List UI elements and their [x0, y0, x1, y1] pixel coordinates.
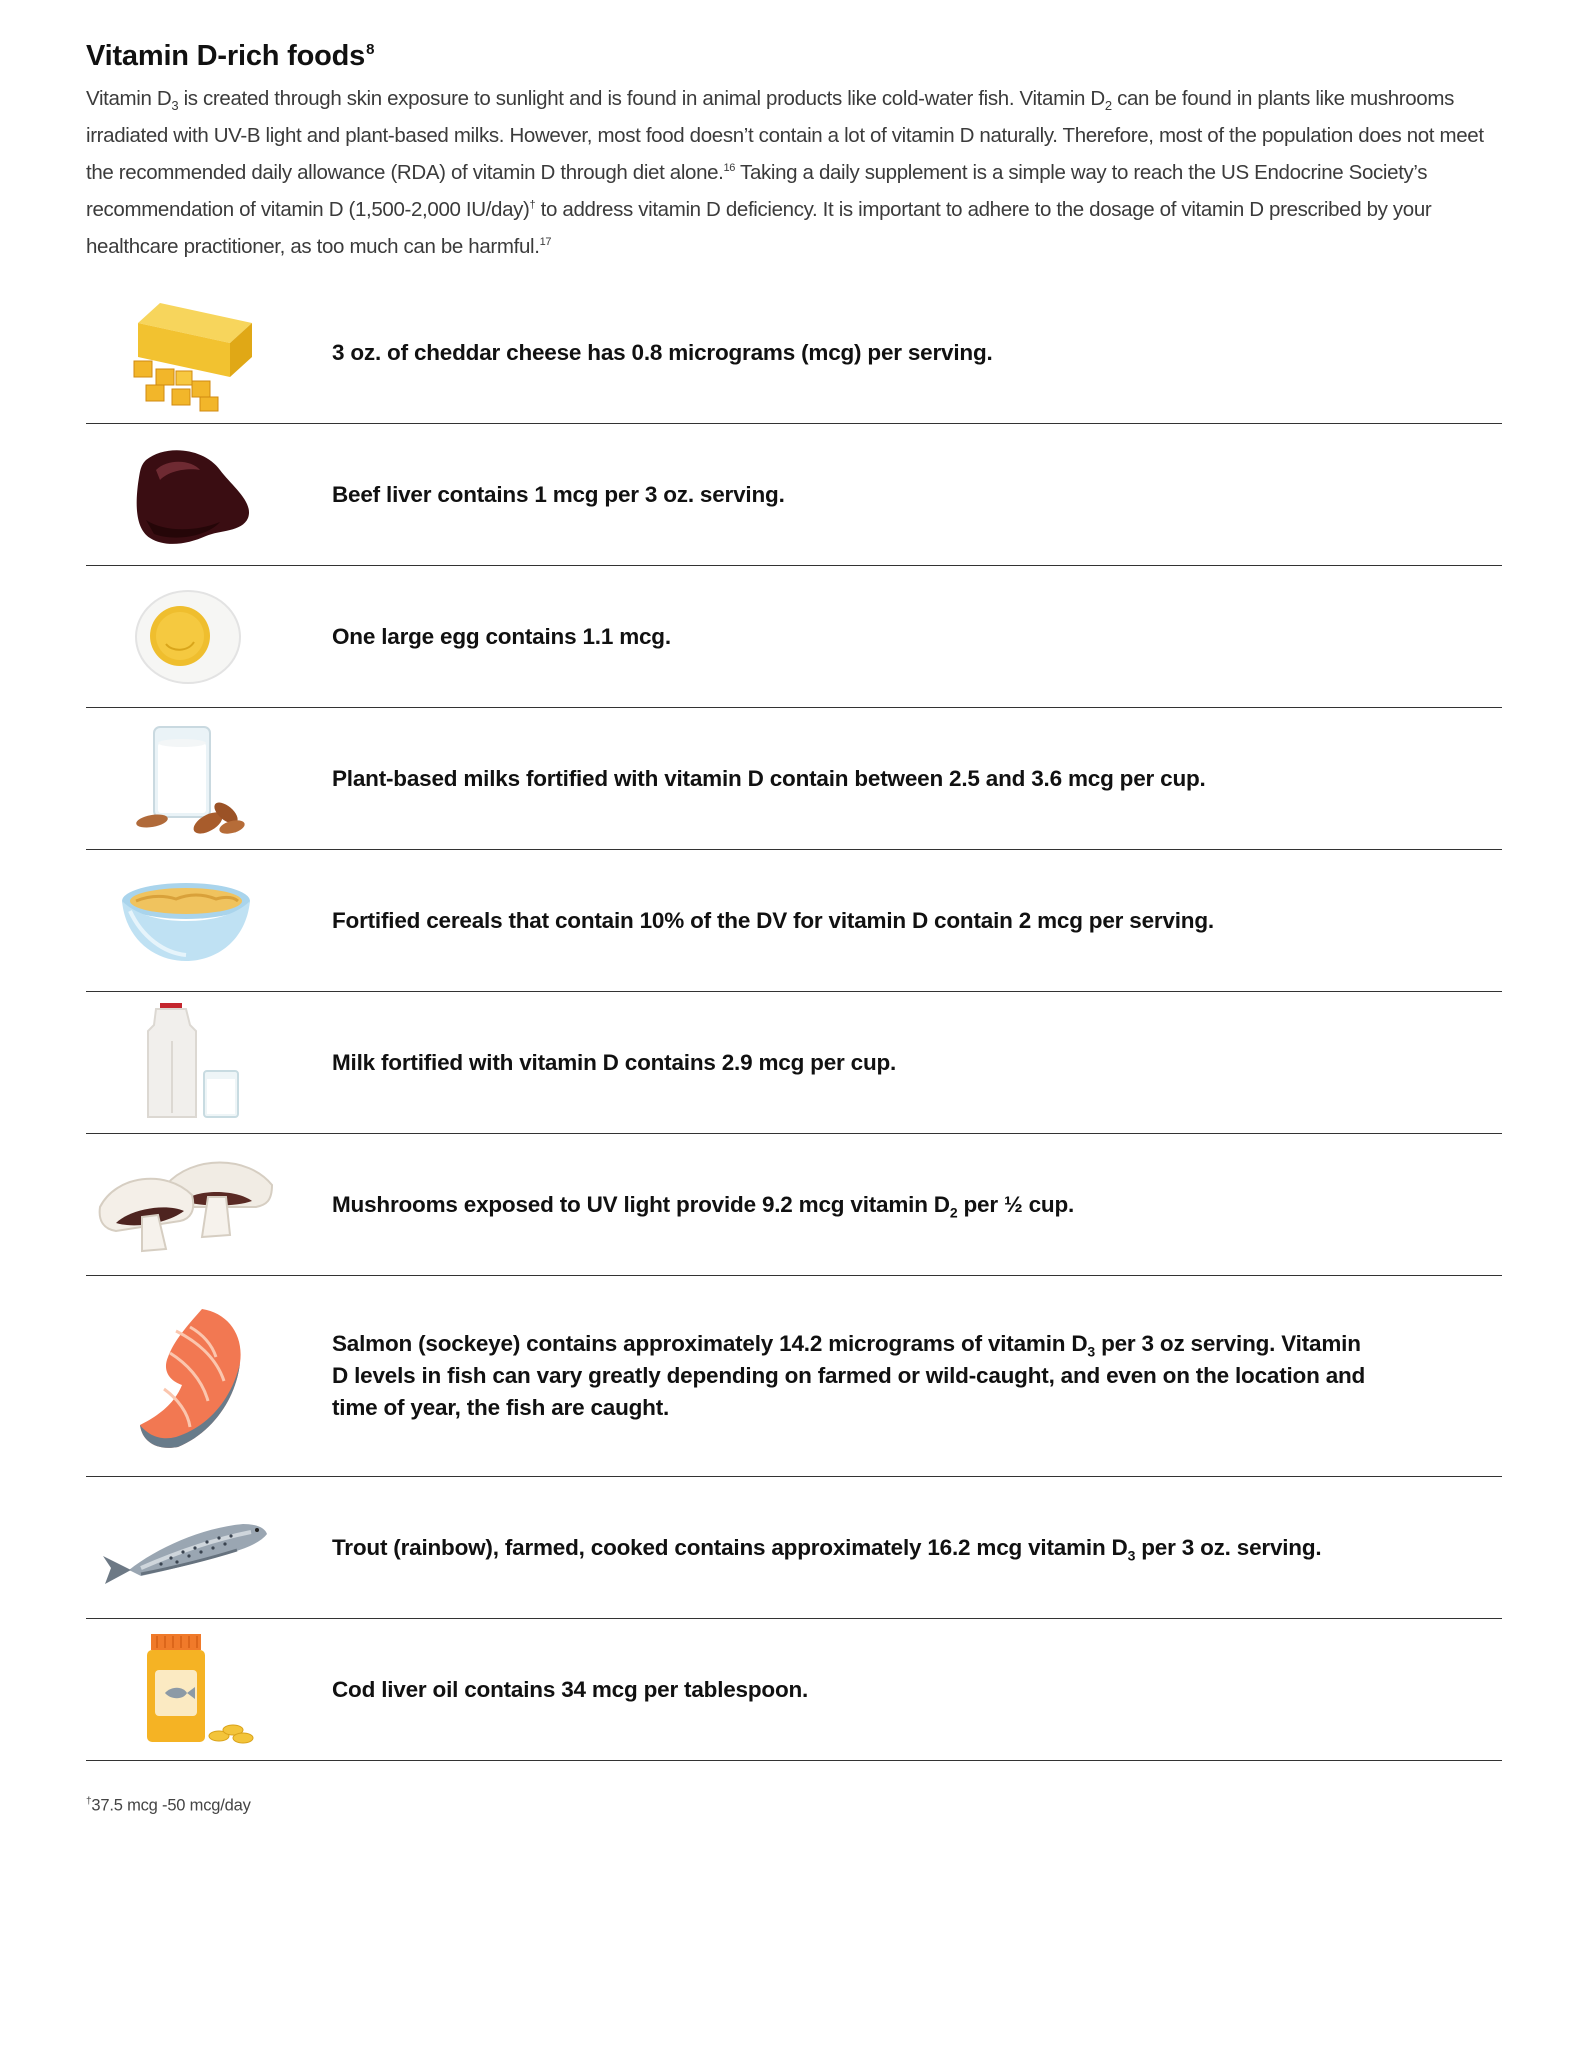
almond-milk-icon: [86, 708, 286, 849]
food-list: [86, 282, 1502, 1761]
trout-text-post: per 3 oz. serving.: [1135, 1534, 1322, 1560]
food-text-beef-liver: Beef liver contains 1 mcg per 3 oz. serving.: [332, 481, 785, 507]
intro-text-1: Vitamin D: [86, 87, 172, 110]
page-title: [86, 40, 374, 73]
salmon-text-post: per 3 oz serving. Vitamin D levels in fish can vary greatly depending on farmed or wild-caught, and even on the location and time of year, the fish are caught.: [332, 1331, 1366, 1420]
trout-text-pre: Trout (rainbow), farmed, cooked contains approximately 16.2 mcg vitamin D: [332, 1534, 1128, 1560]
food-text-cheese: 3 oz. of cheddar cheese has 0.8 micrograms (mcg) per serving.: [332, 339, 993, 365]
intro-text-3: can be found in plants like mushrooms irradiated with UV-B light and plant-based milks. However, most food doesn’t contain a lot of vitamin D naturally. Therefore, most of the population does not meet the recommended daily allowance (RDA) of vitamin D through diet alone.: [86, 87, 1484, 184]
food-text-egg: One large egg contains 1.1 mcg.: [332, 623, 671, 649]
footnote-dagger: †: [86, 1796, 92, 1807]
food-text-milk: Milk fortified with vitamin D contains 2.9 mcg per cup.: [332, 1049, 897, 1075]
food-row-salmon: [86, 1276, 1502, 1477]
beef-liver-icon: [86, 424, 286, 565]
food-text-trout: [332, 1532, 1382, 1564]
food-text-mushroom: [332, 1189, 1382, 1221]
intro-text-5: to address vitamin D deficiency. It is important to adhere to the dosage of vitamin D prescribed by your healthcare practitioner, as too much can be harmful.: [86, 198, 1432, 258]
intro-subscript-2: 2: [1104, 98, 1112, 114]
food-row-cereal: [86, 850, 1502, 992]
intro-text-4: Taking a daily supplement is a simple way to reach the US Endocrine Society’s recommendation of vitamin D (1,500-2,000 IU/day): [86, 161, 1428, 221]
food-row-plant-milk: [86, 708, 1502, 850]
food-text-plant-milk: Plant-based milks fortified with vitamin D contain between 2.5 and 3.6 mcg per cup.: [332, 765, 1206, 791]
cereal-bowl-icon: [86, 850, 286, 991]
food-row-milk: [86, 992, 1502, 1134]
egg-icon: [86, 566, 286, 707]
food-row-trout: [86, 1477, 1502, 1619]
trout-subscript: 3: [1127, 1547, 1136, 1563]
food-row-cod-liver-oil: [86, 1619, 1502, 1761]
food-row-mushroom: [86, 1134, 1502, 1276]
food-text-cereal: Fortified cereals that contain 10% of the DV for vitamin D contain 2 mcg per serving.: [332, 907, 1214, 933]
intro-subscript-1: 3: [171, 98, 179, 114]
cod-liver-oil-bottle-icon: [86, 1619, 286, 1760]
food-row-cheese: [86, 282, 1502, 424]
title-reference: 8: [366, 41, 375, 59]
footnote: [86, 1796, 251, 1816]
title-text: Vitamin D-rich foods: [86, 40, 366, 72]
salmon-subscript: 3: [1087, 1343, 1096, 1360]
mushroom-icon: [86, 1134, 286, 1275]
intro-text-2: is created through skin exposure to sunlight and is found in animal products like cold-water fish. Vitamin D: [178, 87, 1105, 110]
intro-reference-16: 16: [723, 162, 736, 175]
cheese-icon: [86, 282, 286, 423]
milk-jug-icon: [86, 992, 286, 1133]
mushroom-subscript: 2: [949, 1204, 958, 1220]
salmon-steak-icon: [86, 1276, 286, 1476]
mushroom-text-pre: Mushrooms exposed to UV light provide 9.2 mcg vitamin D: [332, 1191, 950, 1217]
food-row-beef-liver: [86, 424, 1502, 566]
mushroom-text-post: per ½ cup.: [957, 1191, 1075, 1217]
intro-paragraph: [86, 80, 1506, 265]
food-text-cod-liver-oil: Cod liver oil contains 34 mcg per tablespoon.: [332, 1676, 809, 1702]
trout-icon: [86, 1477, 286, 1618]
intro-dagger: †: [529, 199, 536, 212]
intro-reference-17: 17: [539, 236, 552, 249]
salmon-text-pre: Salmon (sockeye) contains approximately 14.2 micrograms of vitamin D: [332, 1331, 1088, 1356]
food-row-egg: [86, 566, 1502, 708]
footnote-text: 37.5 mcg -50 mcg/day: [91, 1796, 251, 1815]
food-text-salmon: [332, 1328, 1382, 1424]
